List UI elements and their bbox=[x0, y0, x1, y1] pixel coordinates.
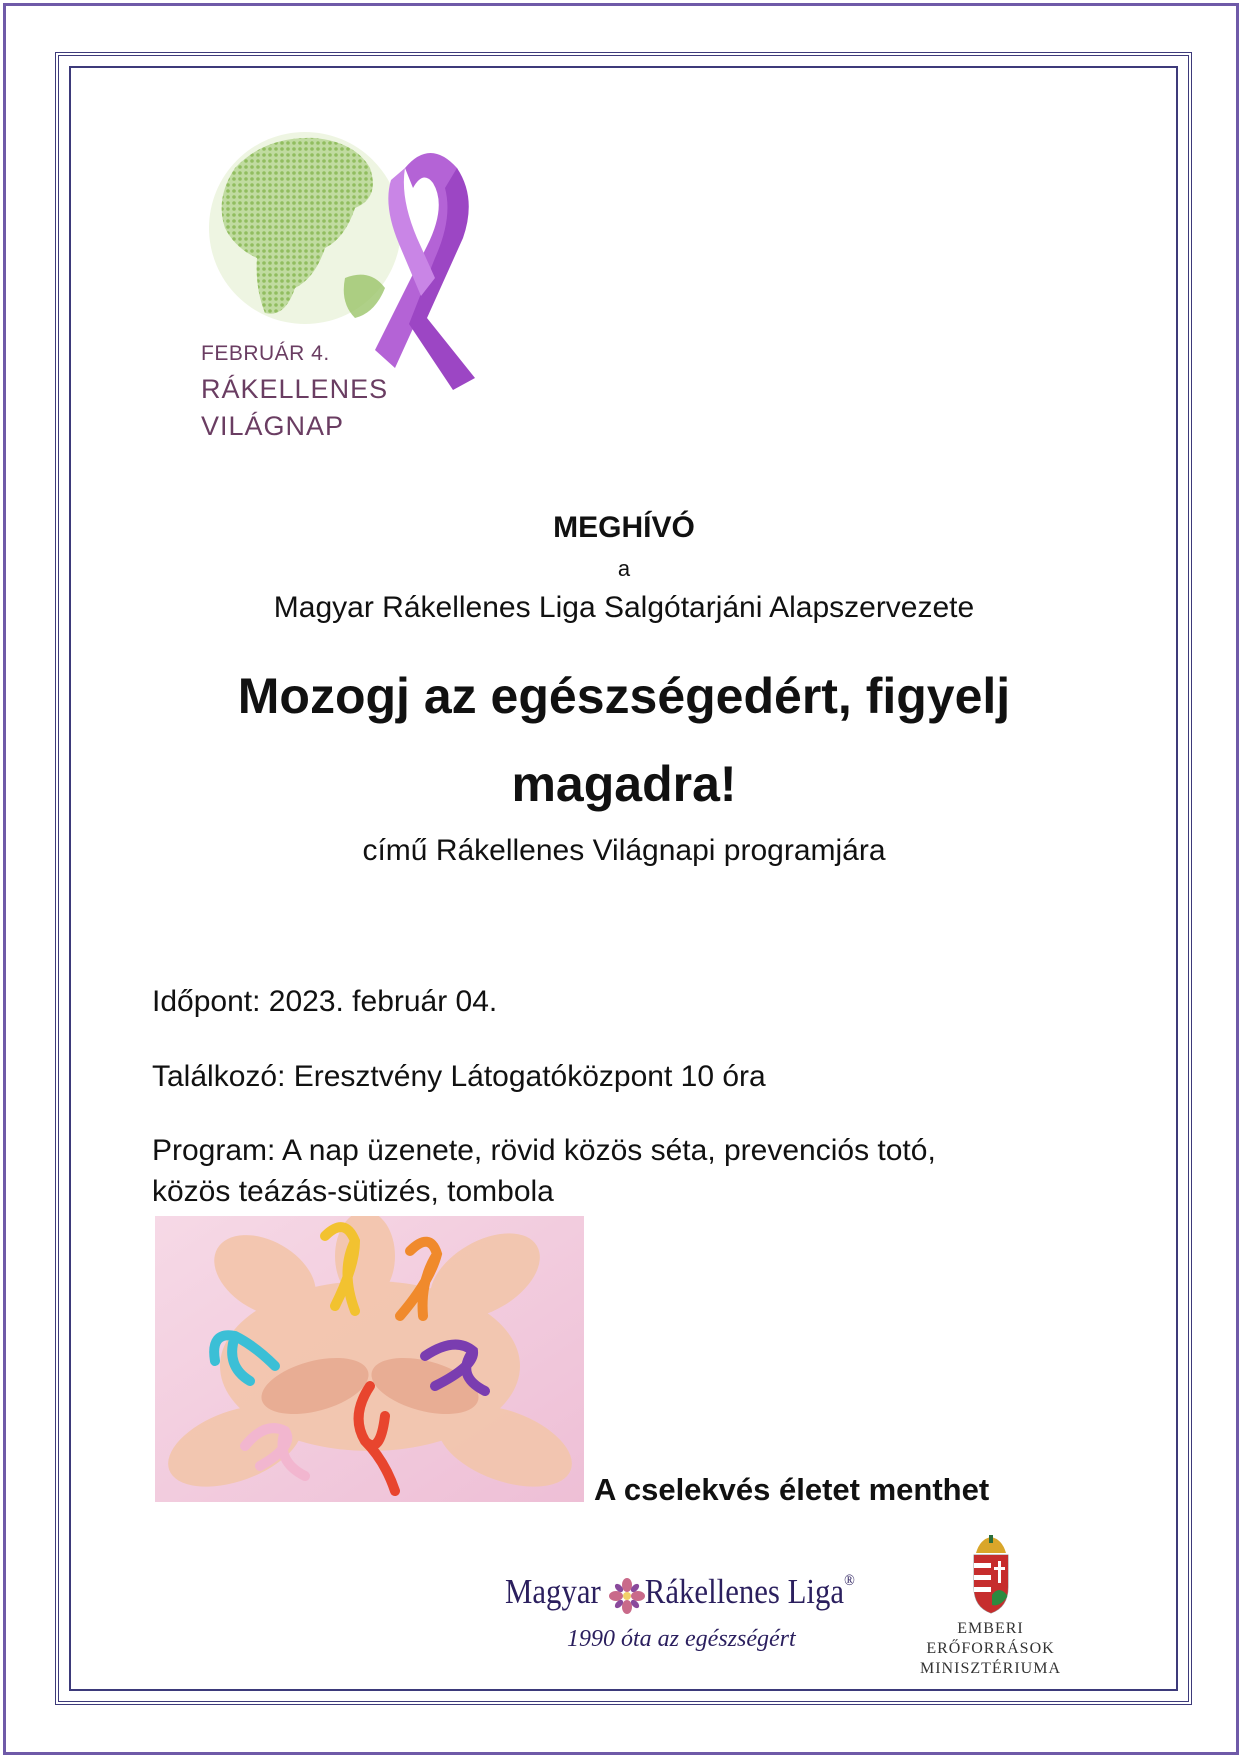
world-cancer-day-logo bbox=[195, 128, 515, 458]
league-tagline: 1990 óta az egészségért bbox=[567, 1626, 796, 1652]
event-program bbox=[152, 1130, 1092, 1212]
event-title bbox=[0, 652, 1248, 828]
invitation-heading: MEGHÍVÓ bbox=[553, 511, 695, 544]
flower-emblem-icon bbox=[609, 1578, 645, 1614]
ministry-logo bbox=[898, 1535, 1083, 1677]
hungarian-coat-of-arms-icon bbox=[970, 1535, 1012, 1615]
organization-name: Magyar Rákellenes Liga Salgótarjáni Alapszervezete bbox=[273, 591, 975, 624]
league-name-right: Rákellenes Liga bbox=[644, 1572, 845, 1611]
event-meeting-point: Találkozó: Eresztvény Látogatóközpont 10 óra bbox=[152, 1060, 766, 1093]
event-title-line2: magadra! bbox=[511, 756, 737, 812]
motto-text: A cselekvés életet menthet bbox=[594, 1472, 990, 1507]
ministry-name-line2: MINISZTÉRIUMA bbox=[920, 1660, 1061, 1677]
registered-mark: ® bbox=[844, 1572, 855, 1589]
event-title-line1: Mozogj az egészségedért, figyelj bbox=[237, 668, 1011, 724]
hands-ribbons-photo bbox=[155, 1216, 584, 1502]
ministry-name-line1: EMBERI ERŐFORRÁSOK bbox=[926, 1620, 1055, 1657]
logo-date-text: FEBRUÁR 4. bbox=[201, 342, 330, 365]
event-program-line1: Program: A nap üzenete, rövid közös séta, prevenciós totó, bbox=[152, 1134, 936, 1167]
globe-ribbon-graphic bbox=[195, 128, 515, 458]
ministry-name bbox=[898, 1619, 1083, 1679]
magyar-rakellenes-liga-logo bbox=[505, 1572, 895, 1672]
logo-title-line2: VILÁGNAP bbox=[201, 411, 345, 441]
event-time: Időpont: 2023. február 04. bbox=[152, 985, 498, 1018]
event-program-line2: közös teázás-sütizés, tombola bbox=[152, 1175, 554, 1208]
connector-text: a bbox=[617, 556, 631, 581]
league-name-left: Magyar bbox=[505, 1572, 601, 1611]
league-name bbox=[505, 1572, 855, 1612]
event-subtitle: című Rákellenes Világnapi programjára bbox=[362, 834, 886, 867]
logo-title-line1: RÁKELLENES bbox=[201, 374, 389, 404]
